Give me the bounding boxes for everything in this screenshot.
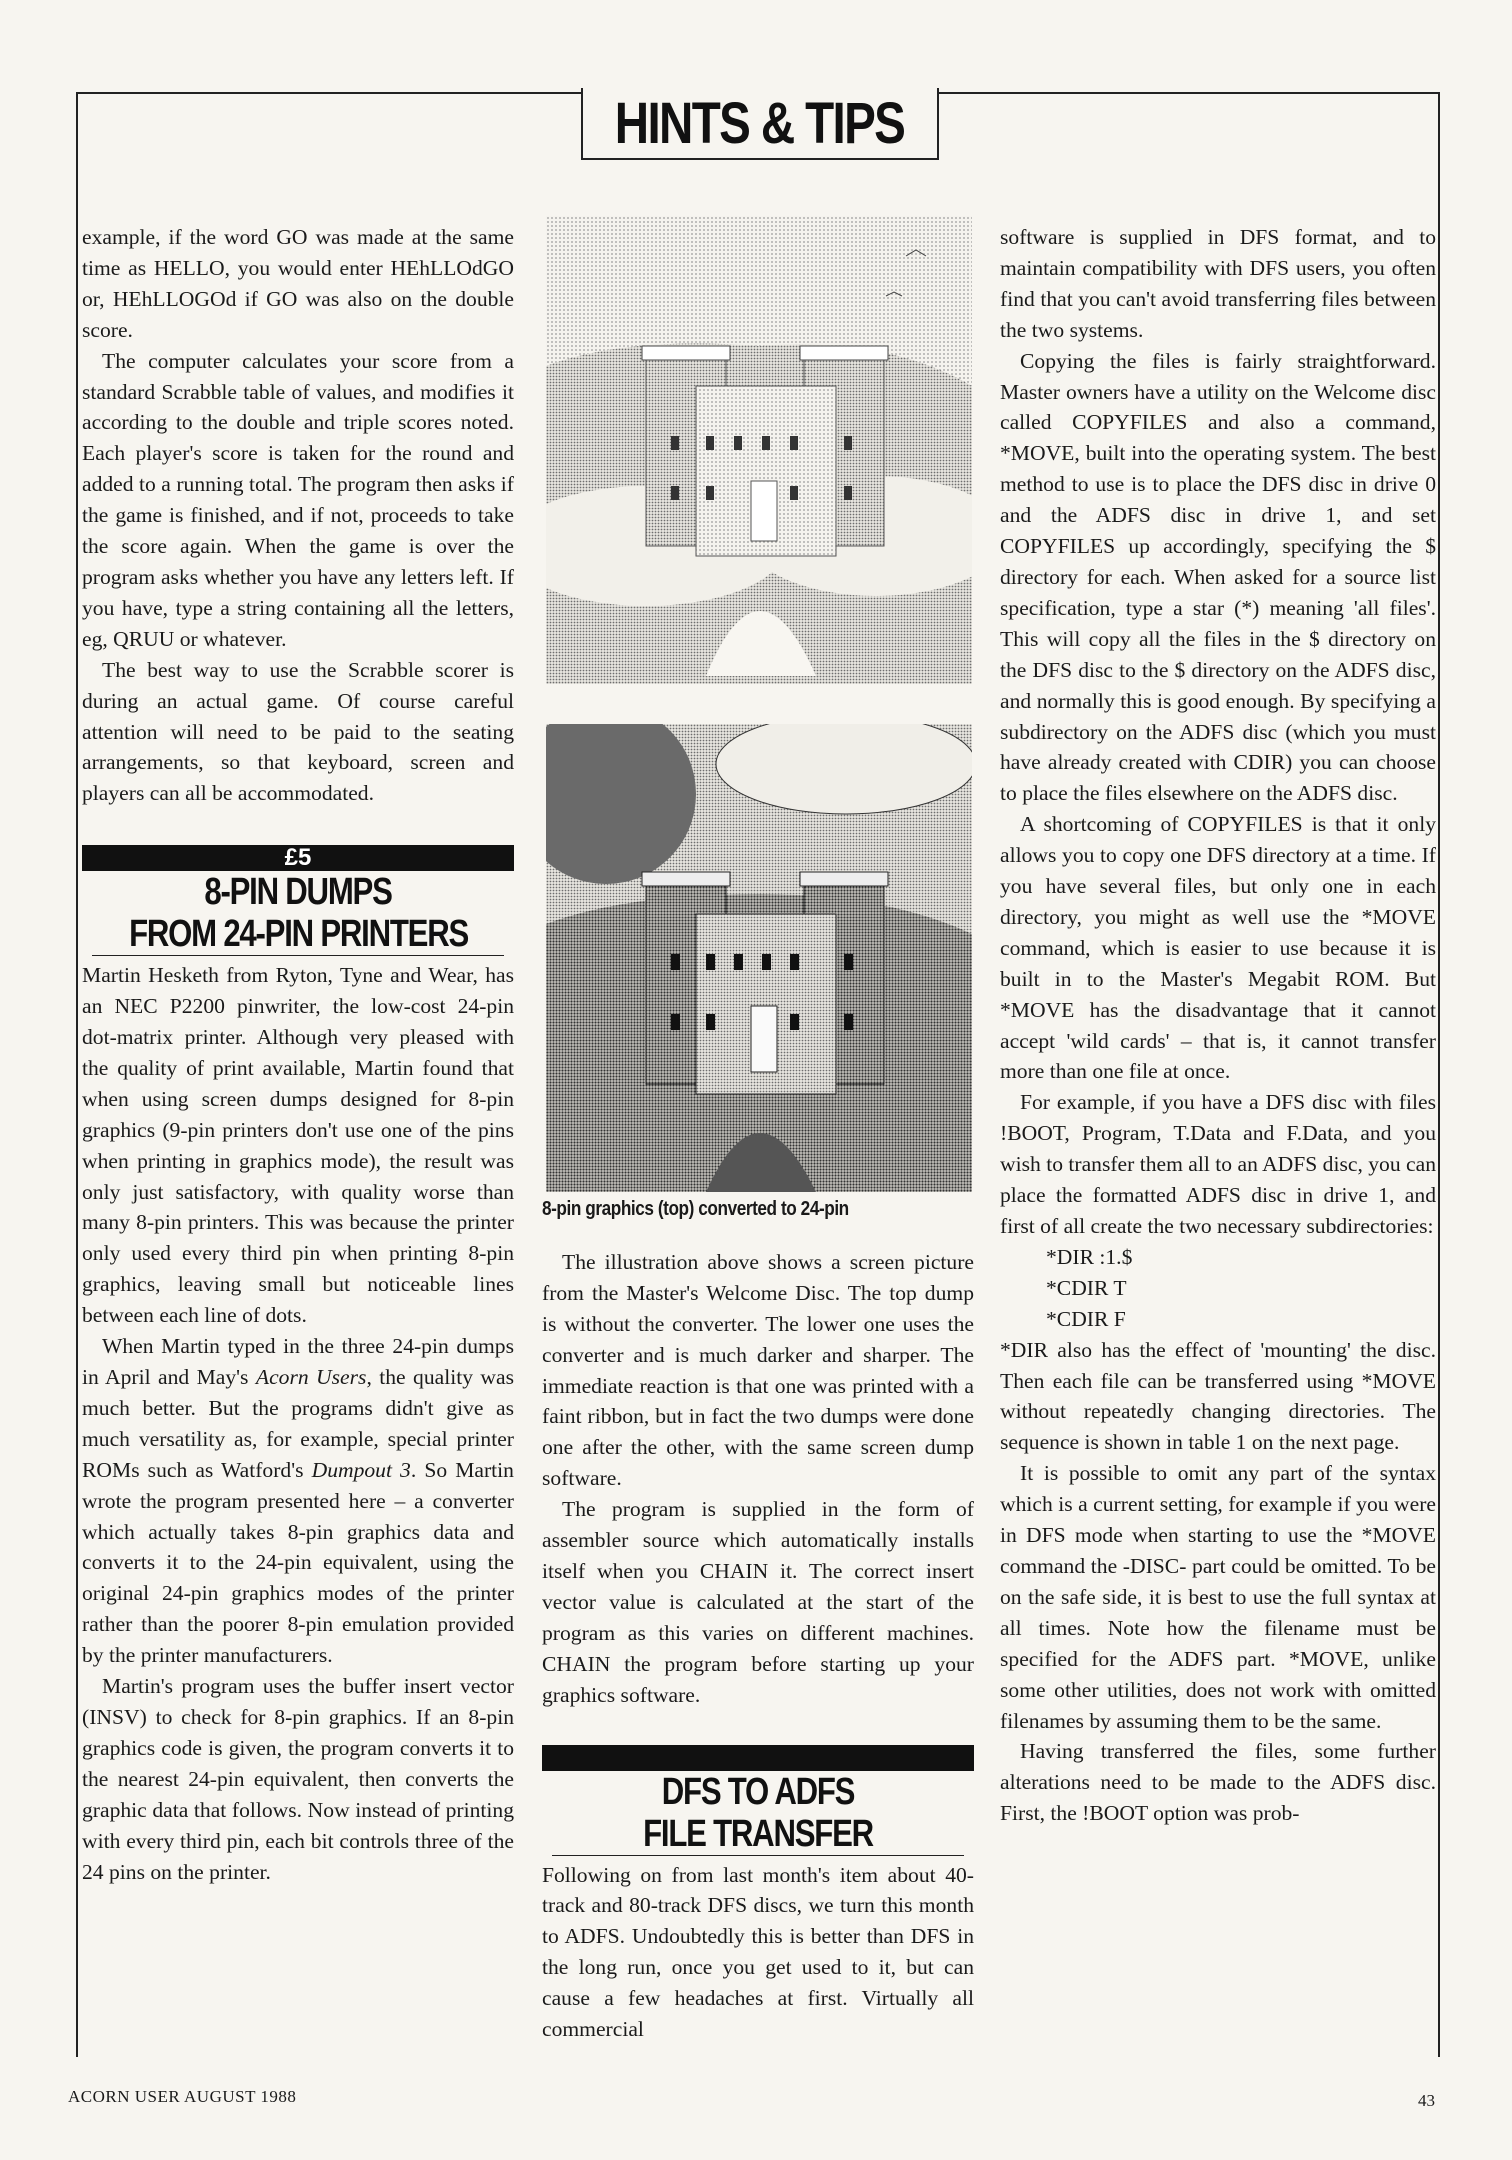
paragraph: Copying the files is fairly straightforward. Master owners have a utility on the Welcome disc called COPYFILES and also a command, *MOVE, built into the operating system. The best method to use is to place the DFS disc in drive 0 and the ADFS disc in drive 1, and set COPYFILES up accordingly, specifying the $ directory for each. When asked for a source list specification, type a star (*) meaning 'all files'. This will copy all the files in the $ directory on the DFS disc to the $ directory on the ADFS disc, and normally this is good enough. By specifying a subdirectory on the ADFS disc (which you must have already created with CDIR) you can choose to place the files elsewhere on the ADFS disc. [1000, 348, 1436, 806]
page-number: 43 [1418, 2091, 1435, 2110]
figure-caption: 8-pin graphics (top) converted to 24-pin [542, 1198, 849, 1220]
text-run: When Martin typed in the three 24-pin dumps in April and May's [82, 1334, 514, 1389]
castle-dark-image [546, 724, 972, 1192]
footer-folio: ACORN USER AUGUST 1988 [68, 2087, 297, 2106]
paragraph: Martin Hesketh from Ryton, Tyne and Wear, has an NEC P2200 pinwriter, the low-cost 24-pin dot-matrix printer. Although very pleased with the quality of print available, Martin found that when using screen dumps designed for 8-pin graphics (9-pin printers don't use one of the pins when printing in graphics mode), the result was only just satisfactory, with quality worse than many 8-pin printers. This was because the printer only used every third pin when printing 8-pin graphics, leaving small but noticeable lines between each line of dots. [82, 963, 514, 1328]
castle-dump-8pin [546, 216, 972, 684]
text-run: . So Martin wrote the program presented here – a converter which actually takes 8-pin graphics data and converts it to the 24-pin equivalent, using the original 24-pin graphics modes of the printer rather than the poorer 8-pin emulation provided by the printer manufacturers. [82, 1457, 514, 1668]
heading-rule [92, 913, 504, 956]
code-line: *CDIR F [1046, 1306, 1126, 1331]
paragraph [82, 1331, 514, 1671]
italic-title: Acorn Users [255, 1365, 367, 1389]
section-bar [542, 1745, 974, 1771]
text-run: , the quality was much better. But the programs didn't give as much versatility as, for example, special printer ROMs such as Watford's [82, 1365, 515, 1482]
heading-line-1: DFS TO ADFS [661, 1770, 855, 1813]
column-2 [542, 216, 974, 2045]
paragraph: Martin's program uses the buffer insert vector (INSV) to check for 8-pin graphics. If an 8-pin graphics code is given, the program converts it to the nearest 24-pin equivalent, then converts the graphic data that follows. Now instead of printing with every third pin, each bit controls three of the 24 pins on the printer. [82, 1674, 514, 1884]
section-heading-dfs [542, 1745, 974, 1856]
masthead-title: HINTS & TIPS [615, 90, 905, 156]
castle-light-image [546, 216, 972, 684]
code-line: *DIR :1.$ [1046, 1244, 1133, 1269]
paragraph: A shortcoming of COPYFILES is that it only allows you to copy one DFS directory at a time. If you have several files, but only one in each directory, you might as well use the *MOVE command, which is easier to use because it is built in to the Master's Megabit ROM. But *MOVE has the disadvantage that it cannot accept 'wild cards' – that is, it cannot transfer more than one file at once. [1000, 812, 1436, 1084]
column-1 [82, 222, 514, 1887]
italic-title: Dumpout 3 [311, 1457, 411, 1482]
heading-line-1: 8-PIN DUMPS [204, 871, 392, 914]
heading-line-2: FILE TRANSFER [643, 1812, 873, 1855]
section-heading-8pin [82, 845, 514, 956]
paragraph: Having transferred the files, some further alterations need to be made to the ADFS disc. First, the !BOOT option was prob- [1000, 1739, 1436, 1826]
page-frame-right [1438, 92, 1440, 2057]
masthead [581, 88, 939, 160]
paragraph: The best way to use the Scrabble scorer is during an actual game. Of course careful attention will need to be paid to the seating arrangements, so that keyboard, screen and players can all be accommodated. [82, 657, 514, 806]
heading-rule [552, 1813, 964, 1856]
paragraph: It is possible to omit any part of the syntax which is a current setting, for example if you were in DFS mode when starting to use the *MOVE command the -DISC- part could be omitted. To be on the safe side, it is best to use the full syntax at all times. Note how the filename must be specified for the ADFS part. *MOVE, unlike some other utilities, does not work with omitted filenames by assuming them to be the same. [1000, 1461, 1436, 1733]
castle-dump-24pin [546, 724, 972, 1192]
paragraph: software is supplied in DFS format, and to maintain compatibility with DFS users, you often find that you can't avoid transferring files between the two systems. [1000, 225, 1436, 342]
code-line: *CDIR T [1046, 1275, 1127, 1300]
column-3 [1000, 222, 1436, 1829]
paragraph: Following on from last month's item about 40-track and 80-track DFS discs, we turn this month to ADFS. Undoubtedly this is better than DFS in the long run, once you get used to it, but can cause a few headaches at first. Virtually all commercial [542, 1862, 974, 2042]
paragraph: The program is supplied in the form of assembler source which automatically installs itself when you CHAIN it. The correct insert vector value is calculated at the start of the program as this varies on different machines. CHAIN the program before starting up your graphics software. [542, 1497, 974, 1707]
heading-line-2: FROM 24-PIN PRINTERS [129, 913, 469, 956]
paragraph: The illustration above shows a screen picture from the Master's Welcome Disc. The top dump is without the converter. The lower one uses the converter and is much darker and sharper. The immediate reaction is that one was printed with a faint ribbon, but in fact the two dumps were done one after the other, with the same screen dump software. [542, 1249, 974, 1491]
paragraph: example, if the word GO was made at the same time as HELLO, you would enter HEhLLOdGO or, HEhLLOGOd if GO was also on the double score. [82, 225, 514, 342]
paragraph: The computer calculates your score from a standard Scrabble table of values, and modifies it according to the double and triple scores noted. Each player's score is taken for the round and added to a running total. The program then asks if the game is finished, and if not, proceeds to take the score again. When the game is over the program asks whether you have any letters left. If you have, type a string containing all the letters, eg, QRUU or whatever. [82, 348, 514, 651]
prize-badge: £5 [82, 845, 514, 871]
paragraph: *DIR also has the effect of 'mounting' the disc. Then each file can be transferred using *MOVE without repeatedly changing directories. The sequence is shown in table 1 on the next page. [1000, 1337, 1436, 1455]
paragraph: For example, if you have a DFS disc with files !BOOT, Program, T.Data and F.Data, and you wish to transfer them all to an ADFS disc, you can place the formatted ADFS disc in drive 1, and first of all create the two necessary subdirectories: [1000, 1090, 1437, 1238]
page-frame-left [76, 92, 78, 2057]
